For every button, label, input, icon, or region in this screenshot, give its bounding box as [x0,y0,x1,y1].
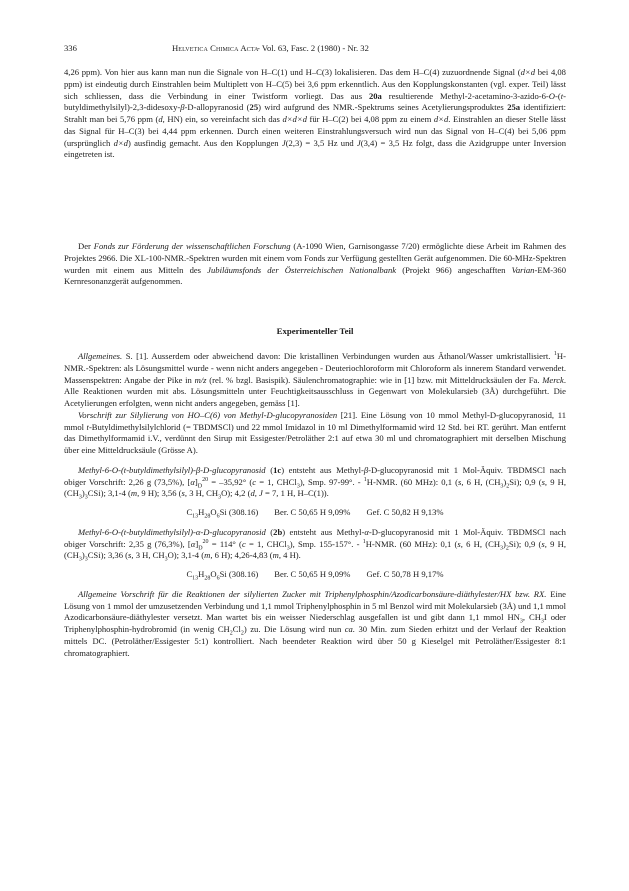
discussion-0-run-17: d×d×d [282,114,307,124]
experimental-6-run-11: 30 Min. zum Sieden erhitzt und der Verlauf der Reaktion mittels DC. (Petroläther/Essigester 5:1) kontrolliert. Nach beendeter Reaktion wird über 50 g Kieselgel mit Petroläther/Essigester 8:1 chromatographiert. [64,624,566,658]
experimental-4-run-2: 2b [273,526,283,537]
experimental-paragraph [64,351,566,410]
experimental-4-run-33: m [204,550,211,561]
formula-3-run-5: 6 [216,513,220,520]
formula-5-run-4: O [210,569,217,579]
discussion-0-run-4: resultierende Methyl-2-acetamino-3-azido-6- [381,90,549,101]
experimental-4-run-31: 3 [164,556,168,563]
acknowledgment-run-1: Fonds zur Förderung der wissenschaftlichen Forschung [93,241,291,251]
experimental-2-run-23: s [541,476,545,487]
experimental-2-run-12: = 1, CHCl [256,476,297,487]
analysis-found: Gef. C 50,78 H 9,17% [366,569,444,579]
discussion-paragraph [64,67,566,161]
discussion-0-run-19: d×d [433,114,449,124]
experimental-2-run-19: 3 [500,483,504,490]
experimental-4-run-32: O); 3,1-4 ( [167,550,205,561]
experimental-2-run-17: s [458,476,462,487]
experimental-6-run-1: Eine Lösung von 1 mmol der umzusetzenden Verbindung und 1,1 mmol Triphenylphosphin in 5 ml Benzol wird mit Molekularsieb (3Å) und 1,1 mmol Azodicarbonsäure-diäthylester versetzt. Man wartet bis ein weisser Niederschlag ausgefallen ist und gibt dann 1,1 mmol HN [64,588,566,623]
experimental-2-run-29: m [130,488,138,499]
discussion-0-run-16: , HN) ein, so vereinfacht sich das [162,114,283,124]
formula-3-run-0: C [186,507,193,517]
experimental-2-run-34: O); 4,2 ( [221,488,251,499]
experimental-2-run-3: ) entsteht aus Methyl- [281,464,364,475]
experimental-2-run-28: CSi); 3,1-4 ( [87,488,131,499]
discussion-0-run-24: (2,3) = 3,5 Hz und [285,137,357,148]
experimental-4-run-6: α [190,538,196,549]
experimental-2-run-31: s [181,488,185,499]
discussion-text [64,67,566,161]
discussion-0-run-23: J [281,137,286,148]
experimental-4-run-22: Si); 0,9 ( [508,538,542,549]
discussion-0-run-9: β [180,102,185,113]
experimental-2-run-18: , 6 H, (CH [461,476,501,487]
experimental-2-run-10: = –35,92° ( [208,476,253,487]
discussion-0-run-8: -butyldimethylsilyl)-2,3-didesoxy- [64,90,567,113]
experimental-2-run-5: -D-glucopyranosid mit 1 Mol-Äquiv. TBDMSCl nach obiger Vorschrift: 2,26 g (73,5%), [ [64,464,566,487]
page-number: 336 [64,43,77,53]
experimental-4-run-27: 3 [84,556,88,563]
experimental-1-run-0: Vorschrift zur Silylierung von HO–C(6) von Methyl-D-glucopyranosiden [78,409,338,420]
discussion-0-run-2: bei 4,08 ppm) ist eindeutig durch Einstrahlen beim Multiplett von H–C(5) bei 3,6 ppm erkenntlich. Aus den Kopplungskonstanten (vgl. exper. Teil) lässt sich schliessen, dass die Verbindung in einer Twistform vorliegt. Das aus [64,67,566,101]
discussion-0-run-12: ) wird aufgrund des NMR.-Spektrums seines Acetylierungsproduktes [258,102,508,113]
experimental-0-run-5: (rel. % bzgl. Basispik). Säulenchromatographie: wie in [1] bzw. mit Mitteldrucksäulen der Fa. [206,374,543,385]
experimental-1-run-1: [21]. Eine Lösung von 10 mmol Methyl-D-glucopyranosid, 11 mmol [64,409,566,432]
discussion-0-run-5: O [548,90,556,101]
experimental-0-run-0: Allgemeines. [78,351,123,361]
experimental-4-run-18: , 6 H, (CH [460,538,501,549]
experimental-4-run-15: 1 [362,538,366,545]
experimental-2-run-15: 1 [363,476,367,483]
analysis-found: Gef. C 50,82 H 9,13% [366,507,444,517]
experimental-4-run-9: 20 [202,538,209,545]
experimental-2-run-11: c [252,476,257,487]
experimental-2-run-20: ) [503,476,507,487]
acknowledgment-run-0: Der [78,241,94,251]
experimental-6-run-5: I oder Triphenylphosphin-hydrobromid (in wenig CH [64,612,566,634]
experimental-2-run-25: 3 [78,494,82,501]
experimental-4-run-7: ] [195,538,199,549]
acknowledgment-run-6: -EM-360 Kernresonanzgerät aufgenommen. [64,264,566,287]
experimental-2-run-27: 3 [84,494,88,501]
experimental-2-run-38: = 7, 1 H, H–C(1)). [262,488,329,499]
experimental-2-run-36: , [254,488,260,499]
experimental-paragraph [64,527,566,562]
formula-3-run-6: Si (308.16) [219,507,259,517]
experimental-4-run-3: ) entsteht aus Methyl- [282,526,365,537]
discussion-0-run-3: 20a [368,90,382,101]
acknowledgment-run-5: Varian [511,264,535,275]
discussion-0-run-26: (3,4) = 3,5 Hz folgt, dass die Azidgruppe unter Inversion eingetreten ist. [64,137,566,160]
experimental-4-run-0: Methyl-6-O-(t-butyldimethylsilyl)-α-D-glucopyranosid [78,526,266,537]
experimental-0-run-2: 1 [553,351,557,358]
experimental-2-run-2: 1c [273,464,282,475]
experimental-2-run-35: d [250,488,255,499]
experimental-2-run-13: 3 [296,483,300,490]
experimental-4-run-8: D [198,545,203,552]
analysis-formula [186,507,258,519]
acknowledgment-paragraph [64,241,566,288]
experimental-2-run-14: ), Smp. 97-99°. - [299,476,364,487]
experimental-2-run-6: α [190,476,195,487]
formula-5-run-2: H [198,569,205,579]
discussion-0-run-22: ) ausfindig gemacht. Aus den Kopplungen [127,137,282,148]
experimental-0-run-4: m/z [194,374,207,385]
experimental-4-run-21: 2 [505,545,509,552]
formula-5-run-6: Si (308.16) [219,569,259,579]
experimental-4-run-14: ), Smp. 155-157°. - [289,538,363,549]
experimental-4-run-19: 3 [500,545,504,552]
experimental-2-run-1: ( [265,464,274,475]
experimental-4-run-28: CSi); 3,36 ( [87,550,129,561]
formula-5-run-3: 28 [204,575,211,582]
discussion-0-run-1: d×d [520,67,536,77]
experimental-2-run-32: , 3 H, CH [184,488,219,499]
experimental-6-run-6: 2 [229,630,233,637]
elemental-analysis [64,569,566,581]
issue-info: - Vol. 63, Fasc. 2 (1980) - Nr. 32 [257,43,369,53]
experimental-2-run-24: , 9 H, (CH [64,476,566,499]
experimental-4-run-26: ) [81,550,85,561]
acknowledgment-run-4: (Projekt 966) angeschafften [396,264,512,275]
formula-3-run-4: O [210,507,217,517]
elemental-analysis [64,507,566,519]
experimental-6-run-9: ) zu. Die Lösung wird nun [243,624,345,634]
discussion-0-run-11: 25 [249,102,259,113]
acknowledgment-run-3: Jubiläumsfonds der Österreichischen Nationalbank [207,264,397,275]
experimental-2-run-21: 2 [506,483,510,490]
experimental-2-run-7: ] [194,476,198,487]
experimental-2-run-16: H-NMR. (60 MHz): 0,1 ( [366,476,459,487]
analysis-calculated: Ber. C 50,65 H 9,09% [274,507,351,517]
experimental-4-run-34: , 6 H); 4,26-4,83 ( [210,550,273,561]
formula-5-run-1: 13 [192,575,199,582]
experimental-6-run-8: 2 [240,630,244,637]
discussion-0-run-15: d [158,114,163,124]
acknowledgment-run-2: (A-1090 Wien, Garnisongasse 7/20) ermöglichte diese Arbeit im Rahmen des Projektes 2966. Die XL-100-NMR.-Spektren wurden mit einem vom Fonds zur Verfügung gestellten Gerät aufgenommen. Die 60-MHz-Spektren wurden mit einem aus Mitteln des [64,241,566,275]
acknowledgment [64,241,566,288]
experimental-4-run-1: ( [265,526,274,537]
experimental-2-run-33: 3 [218,494,222,501]
experimental-6-run-2: 3 [519,618,523,625]
journal-name: Helvetica Chimica Acta [172,43,259,53]
experimental-2-run-26: ) [81,488,85,499]
formula-5-run-5: 6 [216,575,220,582]
discussion-0-run-13: 25a [507,102,521,113]
formula-3-run-3: 28 [204,513,211,520]
experimental-paragraph [64,589,566,660]
experimental-4-run-35: m [272,550,279,561]
experimental-4-run-24: , 9 H, (CH [64,538,566,561]
experimental-2-run-37: J [259,488,263,499]
experimental-4-run-23: s [541,538,545,549]
section-title: Experimenteller Teil [276,326,354,336]
discussion-0-run-7: t [560,90,564,101]
experimental-paragraph [64,465,566,500]
experimental-2-run-4: β [363,464,369,475]
experimental-6-run-7: Cl [232,624,241,634]
experimental-4-run-20: ) [503,538,506,549]
running-header [64,43,566,55]
formula-3-run-2: H [198,507,205,517]
experimental-4-run-17: s [457,538,461,549]
discussion-0-run-10: -D-allopyranosid ( [184,102,250,113]
experimental-2-run-9: 20 [202,476,209,483]
experimental-1-run-3: -Butyldimethylsilylchlorid (= TBDMSCl) und 22 mmol Imidazol in 10 ml Dimethylformamid wird 12 Std. bei RT. gerührt. Man entfernt das Dimethylformamid i.V., verdünnt den Sirup mit Essigester/Petroläther 2:1 auf etwa 30 ml und chromatographiert mit derselben Mischung über eine Mitteldrucksäule (Grösse A). [64,421,567,455]
discussion-0-run-25: J [356,137,361,148]
formula-3-run-1: 13 [192,513,199,520]
experimental-0-run-1: S. [1]. Ausserdem oder abweichend davon: Die kristallinen Verbindungen wurden aus Äthanol/Wasser umkristallisiert. [122,351,554,361]
experimental-4-run-36: , 4 H). [278,550,301,561]
experimental-4-run-4: α [364,526,369,537]
analysis-calculated: Ber. C 50,65 H 9,09% [274,569,351,579]
experimental-4-run-16: H-NMR. (60 MHz): 0,1 ( [365,538,458,549]
discussion-0-run-14: identifiziert: Strahlt man bei 5,76 ppm ( [64,102,566,124]
experimental-0-run-6: Merck [542,374,564,385]
experimental-4-run-13: 3 [286,545,290,552]
experimental-4-run-30: , 3 H, CH [131,550,165,561]
discussion-0-run-21: d×d [113,137,128,148]
experimental-1-run-2: t [86,421,89,432]
experimental-4-run-29: s [128,550,132,561]
discussion-0-run-20: . Einstrahlen an dieser Stelle lässt das Signal für H–C(3) bei 4,44 ppm erkennen. Durch einen weiteren Einstrahlungsversuch wird nun das Signal von H–C(4) bei 5,06 ppm (ursprünglich [64,114,566,148]
experimental-4-run-12: = 1, CHCl [245,538,287,549]
discussion-0-run-18: für H–C(2) bei 4,08 ppm zu einem [306,114,434,124]
experimental-2-run-0: Methyl-6-O-(t-butyldimethylsilyl)-β-D-glucopyranosid [78,464,266,475]
experimental-4-run-25: 3 [78,556,82,563]
discussion-0-run-6: -( [555,90,561,101]
experimental-6-run-3: , CH [522,612,541,623]
discussion-0-run-0: 4,26 ppm). Von hier aus kann man nun die Signale von H–C(1) und H–C(3) lokalisieren. Das dem H–C(4) zuzuordnende Signal ( [64,67,521,77]
formula-5-run-0: C [186,569,193,579]
experimental-4-run-11: c [241,538,246,549]
experimental-6-run-10: ca. [344,624,355,634]
experimental-section [64,351,566,659]
experimental-6-run-0: Allgemeine Vorschrift für die Reaktionen der silylierten Zucker mit Triphenylphosphin/Azodicarbonsäure-diäthylester/HX bzw. RX. [78,588,547,599]
experimental-2-run-22: Si); 0,9 ( [509,476,542,487]
experimental-4-run-10: = 114° ( [208,538,242,549]
experimental-6-run-4: 3 [540,618,544,625]
experimental-0-run-7: . Alle Reaktionen wurden mit abs. Lösungsmitteln unter Feuchtigkeitsausschluss in Gegenwart von Molekularsieb (3Å) durchgeführt. Die Acetylierungen erfolgten, wenn nicht anders angegeben, gemäss [1]. [64,374,567,408]
experimental-0-run-3: H-NMR.-Spektren: als Lösungsmittel wurde - wenn nicht anders angegeben - Deuteriochloroform mit Chloroform als innerem Standard verwendet. Massenspektren: Angabe der Pike in [64,351,566,385]
experimental-2-run-30: , 9 H); 3,56 ( [137,488,182,499]
experimental-4-run-5: -D-glucopyranosid mit 1 Mol-Äquiv. TBDMSCl nach obiger Vorschrift: 2,35 g (76,3%), [ [64,526,566,549]
analysis-formula [186,569,258,581]
experimental-2-run-8: D [197,483,203,490]
experimental-paragraph [64,410,566,457]
